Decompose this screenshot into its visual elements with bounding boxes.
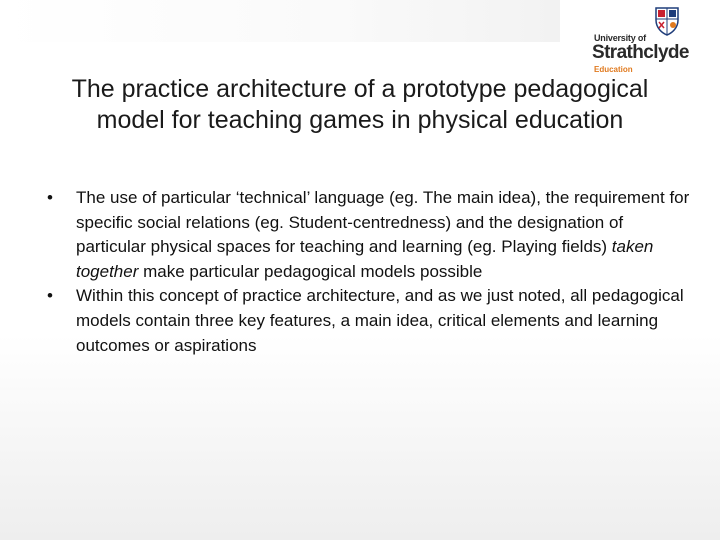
bullet-text: Within this concept of practice architecture, and as we just noted, all pedagogical models contain three key features, a main idea, critical elements and learning outcomes or aspirations [76, 286, 684, 355]
logo-education: Education [594, 65, 633, 74]
bullet-item [40, 284, 690, 358]
bullet-text-start: The use of particular ‘technical’ language (eg. The main idea), the requirement for specific social relations (eg. Student-centredness) and the designation of particular physical spaces for teaching and learning (eg. Playing fields) [76, 188, 690, 257]
bullet-item [40, 186, 690, 284]
slide-title: The practice architecture of a prototype pedagogical model for teaching games in physical education [71, 75, 649, 134]
header-band [0, 0, 560, 42]
logo-university-of: University of [594, 33, 646, 43]
university-logo [592, 6, 718, 78]
logo-strathclyde: Strathclyde [592, 42, 689, 63]
bullet-marker: • [47, 188, 53, 207]
bullet-text-end: make particular pedagogical models possible [138, 261, 483, 281]
university-shield-icon [654, 6, 680, 36]
bullet-emphasis: taken together [76, 237, 654, 281]
bullet-list [40, 186, 690, 358]
bullet-marker: • [47, 286, 53, 306]
